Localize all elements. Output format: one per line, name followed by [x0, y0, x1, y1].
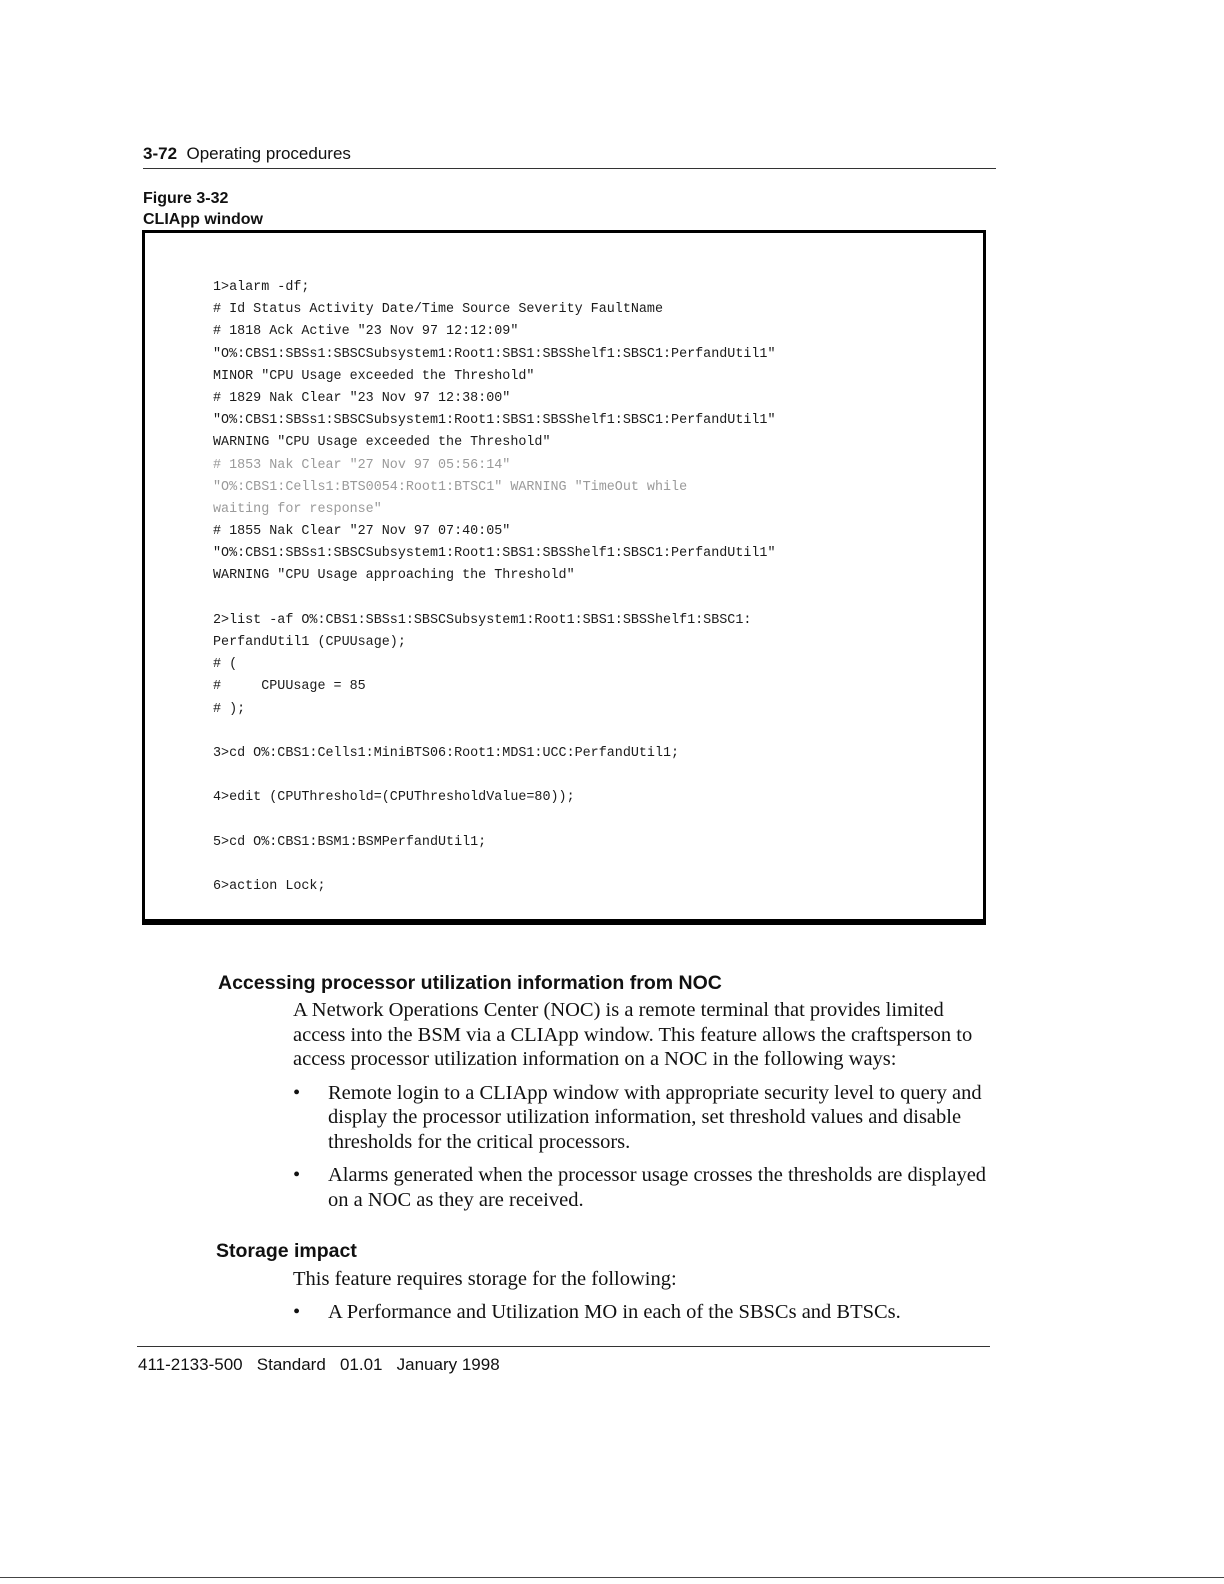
section-storage-body	[293, 1267, 993, 1324]
page-footer: 411-2133-500 Standard 01.01 January 1998	[138, 1355, 500, 1374]
bullet-text: A Performance and Utilization MO in each of the SBSCs and BTSCs.	[328, 1300, 901, 1323]
cli-line: waiting for response"	[213, 501, 382, 517]
section-paragraph: This feature requires storage for the following:	[293, 1268, 677, 1290]
cli-line: "O%:CBS1:Cells1:BTS0054:Root1:BTSC1" WARNING "TimeOut while	[213, 479, 688, 495]
cli-line	[213, 765, 776, 787]
bullet-item	[293, 1163, 993, 1212]
bullet-dot: •	[293, 1164, 301, 1186]
footer-rule	[137, 1346, 990, 1347]
section-storage	[216, 1240, 357, 1263]
page-number: 3-72	[143, 144, 178, 163]
cli-line	[213, 810, 776, 832]
header-rule	[143, 168, 996, 169]
bullet-text: Alarms generated when the processor usage crosses the thresholds are displayed on a NOC as they are received.	[328, 1164, 987, 1211]
cli-line: 1>alarm -df;	[213, 280, 310, 295]
cli-line: # 1829 Nak Clear "23 Nov 97 12:38:00"	[213, 390, 511, 406]
cli-line: # );	[213, 701, 246, 717]
figure-label	[143, 188, 263, 230]
cli-line: # Id Status Activity Date/Time Source Severity FaultName	[213, 302, 663, 318]
cli-output	[213, 277, 776, 898]
bullet-dot: •	[293, 1300, 301, 1323]
figure-caption: CLIApp window	[143, 211, 263, 228]
cli-line: 4>edit (CPUThreshold=(CPUThresholdValue=80));	[213, 790, 575, 806]
cli-line: 6>action Lock;	[213, 879, 326, 895]
figure-number: Figure 3-32	[143, 190, 229, 207]
bullet-item	[293, 1081, 993, 1155]
bullet-text: Remote login to a CLIApp window with appropriate security level to query and display the processor utilization information, set threshold values and disable thresholds for the critical processors.	[328, 1081, 982, 1153]
cli-line: 5>cd O%:CBS1:BSM1:BSMPerfandUtil1;	[213, 834, 487, 850]
cli-line	[213, 854, 776, 876]
cli-line: PerfandUtil1 (CPUUsage);	[213, 635, 406, 650]
section-noc	[218, 972, 722, 995]
bullet-item	[293, 1300, 993, 1325]
cli-line: MINOR "CPU Usage exceeded the Threshold"	[213, 368, 535, 384]
cli-line: # 1855 Nak Clear "27 Nov 97 07:40:05"	[213, 524, 511, 540]
cli-line: "O%:CBS1:SBSs1:SBSCSubsystem1:Root1:SBS1:SBSShelf1:SBSC1:PerfandUtil1"	[213, 346, 776, 362]
section-noc-body	[293, 998, 993, 1212]
section-heading: Accessing processor utilization information from NOC	[218, 972, 722, 994]
page-header	[143, 144, 351, 164]
header-title: Operating procedures	[186, 144, 351, 163]
cli-line	[213, 721, 776, 743]
cli-line	[213, 588, 776, 610]
section-paragraph: A Network Operations Center (NOC) is a remote terminal that provides limited access into the BSM via a CLIApp window. This feature allows the craftsperson to access processor utilization information on a NOC in the following ways:	[293, 999, 973, 1070]
cli-line: # 1818 Ack Active "23 Nov 97 12:12:09"	[213, 324, 519, 340]
cliapp-window	[142, 230, 986, 922]
cli-line: # 1853 Nak Clear "27 Nov 97 05:56:14"	[213, 457, 511, 473]
cli-line: 3>cd O%:CBS1:Cells1:MiniBTS06:Root1:MDS1:UCC:PerfandUtil1;	[213, 745, 680, 761]
cli-line: 2>list -af O%:CBS1:SBSs1:SBSCSubsystem1:Root1:SBS1:SBSShelf1:SBSC1:	[213, 612, 752, 628]
cli-line: # (	[213, 657, 238, 673]
cli-line: WARNING "CPU Usage exceeded the Threshold"	[213, 435, 551, 451]
cli-line: # CPUUsage = 85	[213, 679, 366, 695]
bullet-dot: •	[293, 1081, 301, 1104]
page-edge-rule	[0, 1577, 1224, 1578]
cli-line: "O%:CBS1:SBSs1:SBSCSubsystem1:Root1:SBS1:SBSShelf1:SBSC1:PerfandUtil1"	[213, 546, 776, 562]
cli-line: "O%:CBS1:SBSs1:SBSCSubsystem1:Root1:SBS1:SBSShelf1:SBSC1:PerfandUtil1"	[213, 413, 776, 429]
cli-line: WARNING "CPU Usage approaching the Threshold"	[213, 568, 575, 584]
section-heading: Storage impact	[216, 1240, 357, 1262]
